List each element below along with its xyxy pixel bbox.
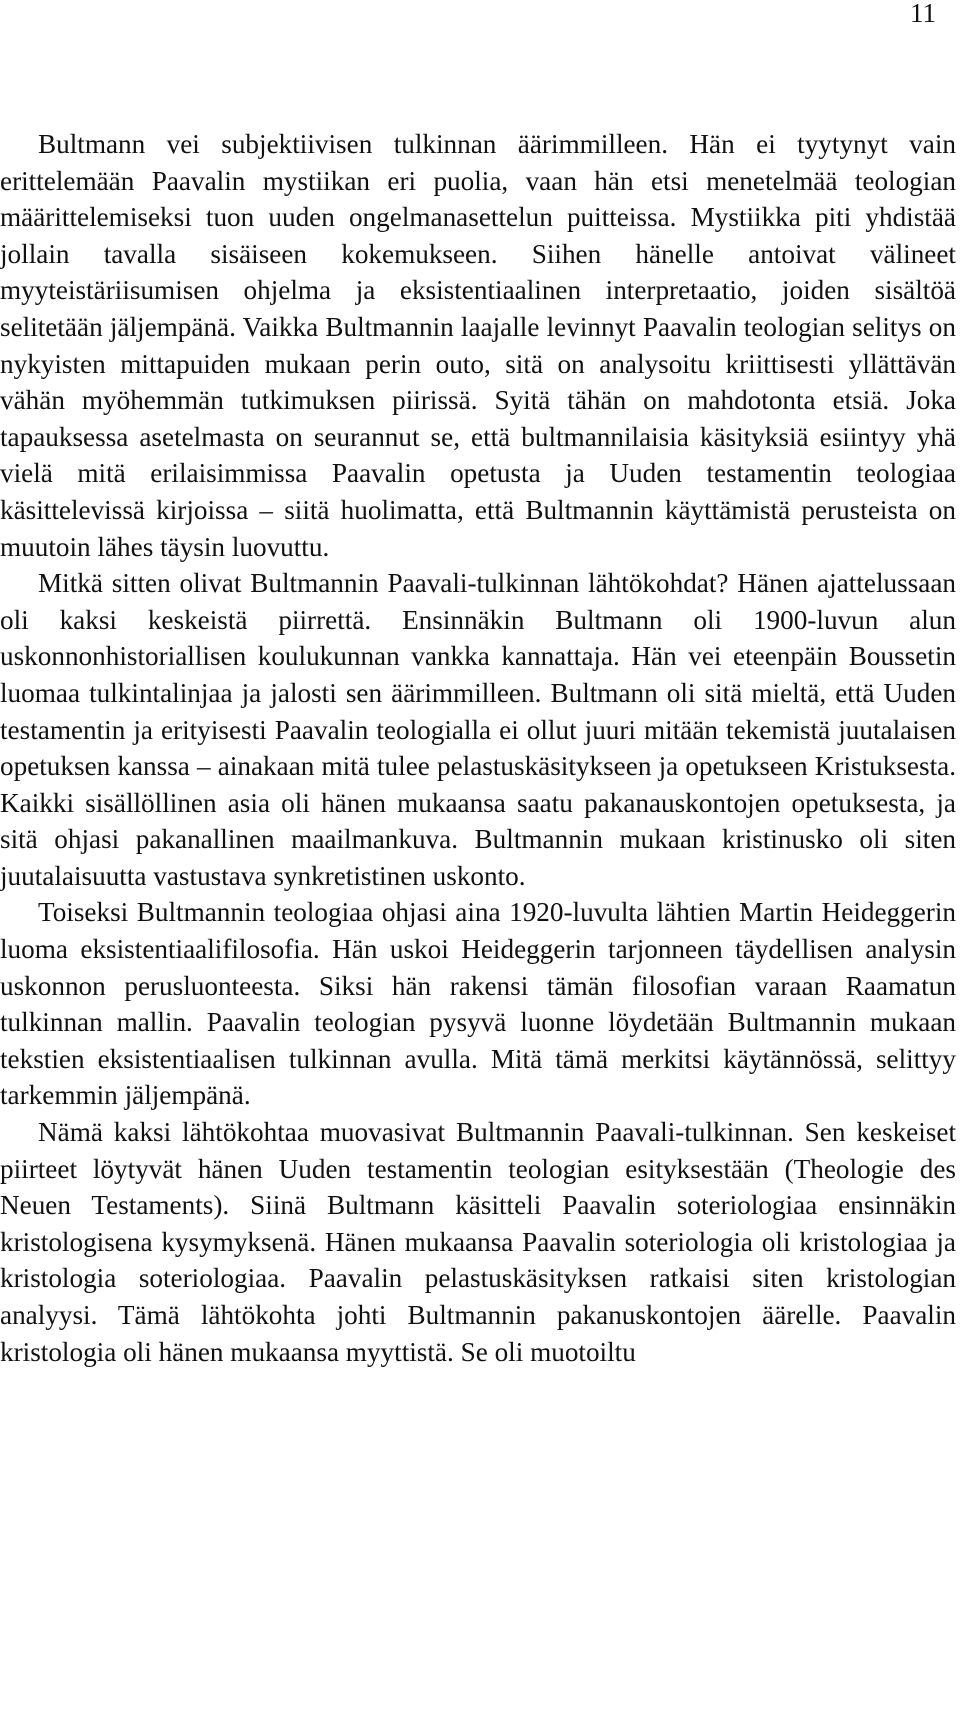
body-text [0, 126, 956, 1370]
page-number: 11 [910, 0, 936, 28]
paragraph-3: Toiseksi Bultmannin teologiaa ohjasi aina 1920-luvulta lähtien Martin Heideggerin luoma eksistentiaalifilosofia. Hän uskoi Heideggerin tarjonneen täydellisen analysin uskonnon perusluonteesta. Siksi hän rakensi tämän filosofian varaan Raamatun tulkinnan mallin. Paavalin teologian pysyvä luonne löydetään Bultmannin mukaan tekstien eksistentiaalisen tulkinnan avulla. Mitä tämä merkitsi käytännössä, selittyy tarkemmin jäljempänä. [0, 897, 956, 1111]
paragraph-1: Bultmann vei subjektiivisen tulkinnan äärimmilleen. Hän ei tyytynyt vain erittelemään Paavalin mystiikan eri puolia, vaan hän etsi menetelmää teologian määrittelemiseksi tuon uuden ongelmanasettelun puitteissa. Mystiikka piti yhdistää jollain tavalla sisäiseen kokemukseen. Siihen hänelle antoivat välineet myyteistäriisumisen ohjelma ja eksistentiaalinen interpretaatio, joiden sisältöä selitetään jäljempänä. Vaikka Bultmannin laajalle levinnyt Paavalin teologian selitys on nykyisten mittapuiden mukaan perin outo, sitä on analysoitu kriittisesti yllättävän vähän myöhemmän tutkimuksen piirissä. Syitä tähän on mahdotonta etsiä. Joka tapauksessa asetelmasta on seurannut se, että bultmannilaisia käsityksiä esiintyy yhä vielä mitä erilaisimmissa Paavalin opetusta ja Uuden testamentin teologiaa käsittelevissä kirjoissa – siitä huolimatta, että Bultmannin käyttämistä perusteista on muutoin lähes täysin luovuttu. [0, 129, 956, 562]
paragraph-2: Mitkä sitten olivat Bultmannin Paavali-tulkinnan lähtökohdat? Hänen ajattelussaan oli kaksi keskeistä piirrettä. Ensinnäkin Bultmann oli 1900-luvun alun uskonnonhistoriallisen koulukunnan vankka kannattaja. Hän vei eteenpäin Boussetin luomaa tulkintalinjaa ja jalosti sen äärimmilleen. Bultmann oli sitä mieltä, että Uuden testamentin ja erityisesti Paavalin teologialla ei ollut juuri mitään tekemistä juutalaisen opetuksen kanssa – ainakaan mitä tulee pelastuskäsitykseen ja opetukseen Kristuksesta. Kaikki sisällöllinen asia oli hänen mukaansa saatu pakanauskontojen opetuksesta, ja sitä ohjasi pakanallinen maailmankuva. Bultmannin mukaan kristinusko oli siten juutalaisuutta vastustava synkretistinen uskonto. [0, 568, 956, 891]
paragraph-4: Nämä kaksi lähtökohtaa muovasivat Bultmannin Paavali-tulkinnan. Sen keskeiset piirteet löytyvät hänen Uuden testamentin teologian esityksestään (Theologie des Neuen Testaments). Siinä Bultmann käsitteli Paavalin soteriologiaa ensinnäkin kristologisena kysymyksenä. Hänen mukaansa Paavalin soteriologia oli kristologiaa ja kristologia soteriologiaa. Paavalin pelastuskäsityksen ratkaisi siten kristologian analyysi. Tämä lähtökohta johti Bultmannin pakanuskontojen äärelle. Paavalin kristologia oli hänen mukaansa myyttistä. Se oli muotoiltu [0, 1117, 956, 1367]
